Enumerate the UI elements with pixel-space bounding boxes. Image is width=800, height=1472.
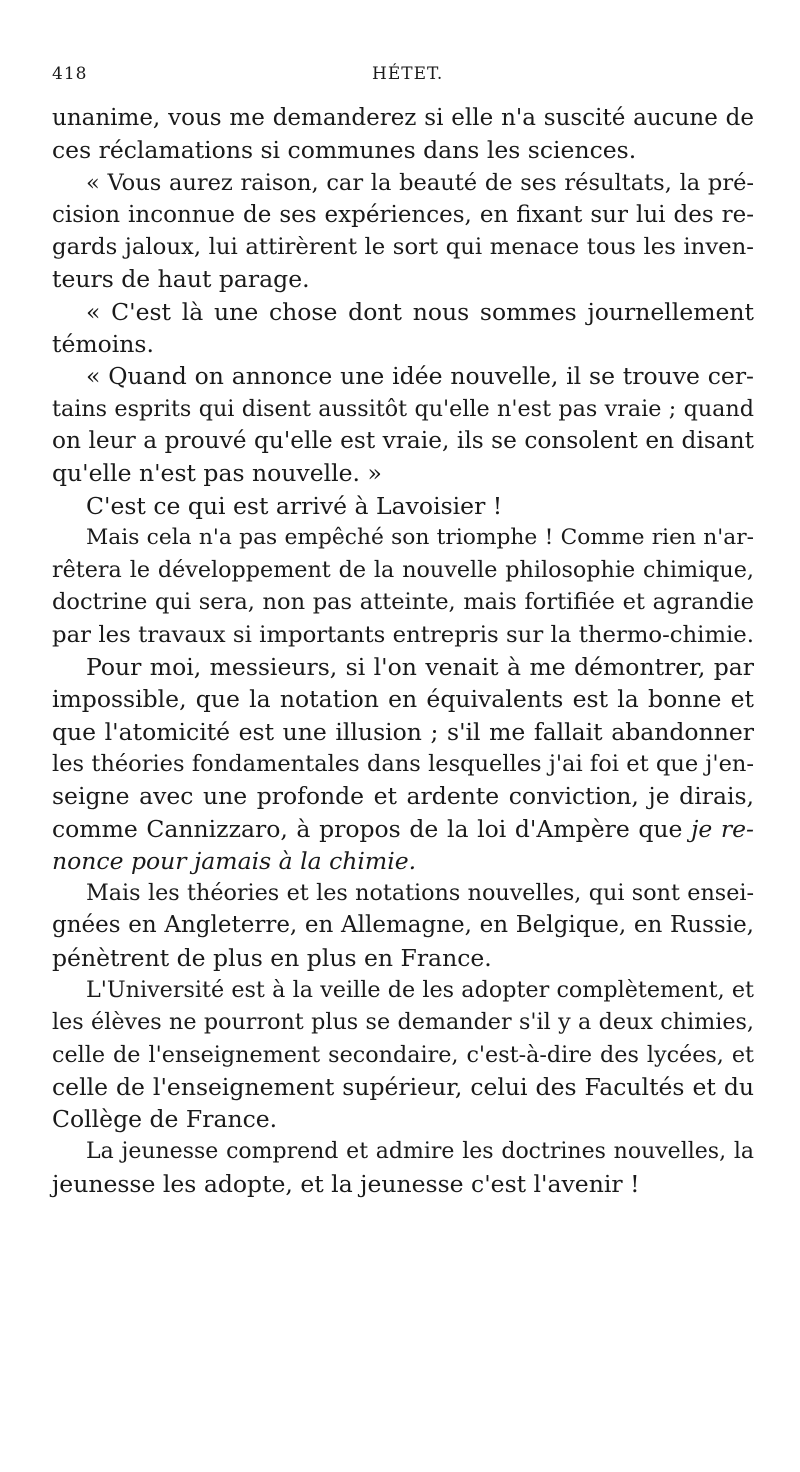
text-line: témoins.: [52, 330, 154, 359]
text-line-italic: je re-: [691, 814, 754, 843]
text-line: [52, 813, 754, 845]
text-line: [52, 845, 754, 877]
text-line: C'est ce qui est arrivé à Lavoisier !: [86, 491, 503, 520]
text-line: tains esprits qui disent aussitôt qu'elle n'est pas vraie ; quand: [52, 395, 754, 422]
text-line: La jeunesse comprend et admire les doctrines nouvelles, la: [86, 1138, 754, 1164]
text-line: L'Université est à la veille de les adopter complètement, et: [86, 977, 754, 1004]
text-line: « C'est là une chose dont nous sommes journellement: [86, 297, 754, 326]
text-line-roman: comme Cannizzaro, à propos de la loi d'Ampère que: [52, 814, 683, 843]
text-line: pénètrent de plus en plus en France.: [52, 943, 492, 972]
text-line: qu'elle n'est pas nouvelle. »: [52, 459, 382, 488]
body-text: [52, 102, 754, 1200]
text-line: rêtera le développement de la nouvelle philosophie chimique,: [52, 557, 754, 584]
text-line-italic: nonce pour jamais à la chimie.: [52, 846, 417, 875]
text-line: par les travaux si importants entrepris sur la thermo-chimie.: [52, 621, 754, 648]
text-line: doctrine qui sera, non pas atteinte, mais fortifiée et agrandie: [52, 589, 754, 616]
text-line: celle de l'enseignement supérieur, celui des Facultés et du: [52, 1072, 754, 1101]
text-line: Collège de France.: [52, 1105, 278, 1134]
page-number: 418: [52, 64, 88, 84]
text-line: « Quand on annonce une idée nouvelle, il se trouve cer-: [86, 362, 754, 391]
text-line: jeunesse les adopte, et la jeunesse c'est l'avenir !: [52, 1169, 640, 1198]
page-header: [52, 64, 752, 88]
text-line: teurs de haut parage.: [52, 265, 310, 294]
text-line: les élèves ne pourront plus se demander s'il y a deux chimies,: [52, 1009, 754, 1036]
text-line: gards jaloux, lui attirèrent le sort qui menace tous les inven-: [52, 234, 754, 261]
text-line: seigne avec une profonde et ardente conviction, je dirais,: [52, 782, 754, 811]
text-line: « Vous aurez raison, car la beauté de ses résultats, la pré-: [86, 169, 754, 196]
text-line: gnées en Angleterre, en Allemagne, en Belgique, en Russie,: [52, 912, 754, 939]
text-line: impossible, que la notation en équivalents est la bonne et: [52, 685, 754, 714]
text-line: les théories fondamentales dans lesquelles j'ai foi et que j'en-: [52, 750, 754, 777]
text-line: on leur a prouvé qu'elle est vraie, ils se consolent en disant: [52, 426, 754, 454]
text-line: cision inconnue de ses expériences, en fixant sur lui des re-: [52, 201, 754, 228]
text-line: unanime, vous me demanderez si elle n'a suscité aucune de: [52, 105, 754, 131]
text-line: ces réclamations si communes dans les sciences.: [52, 136, 637, 165]
text-line: que l'atomicité est une illusion ; s'il me fallait abandonner: [52, 717, 754, 746]
text-line: celle de l'enseignement secondaire, c'est-à-dire des lycées, et: [52, 1041, 754, 1068]
text-line: Mais cela n'a pas empêché son triomphe ! Comme rien n'ar-: [86, 524, 754, 550]
running-head: HÉTET.: [372, 64, 444, 84]
text-line: Mais les théories et les notations nouvelles, qui sont ensei-: [86, 880, 754, 907]
text-line: Pour moi, messieurs, si l'on venait à me démontrer, par: [86, 653, 754, 682]
